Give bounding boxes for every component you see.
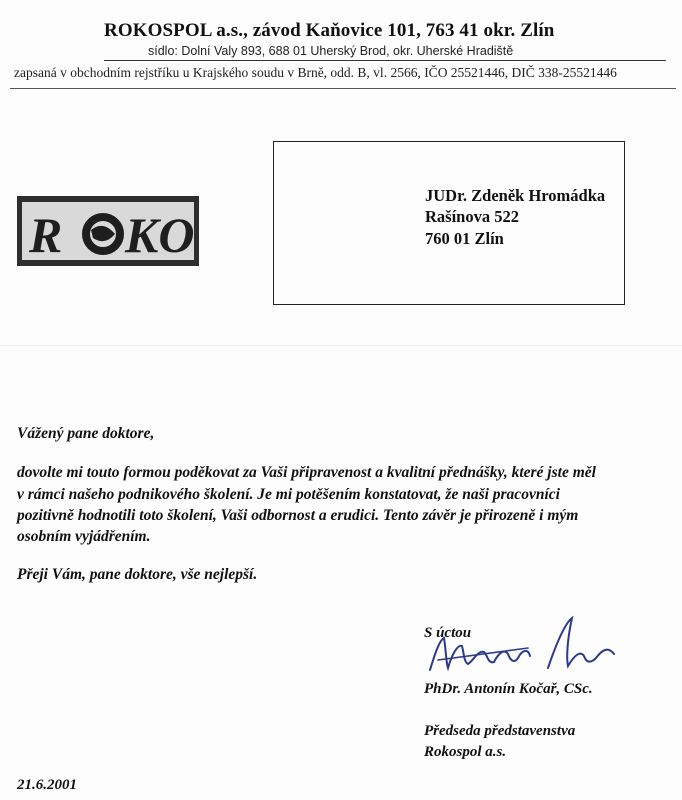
- body-line: pozitivně hodnotili toto školení, Vaši odbornost a erudici. Tento závěr je přirozeně i mým: [17, 507, 579, 524]
- company-header: ROKOSPOL a.s., závod Kaňovice 101, 763 41 okr. Zlín: [104, 20, 555, 41]
- roko-logo-mark: [17, 196, 199, 266]
- company-seat: sídlo: Dolní Valy 893, 688 01 Uherský Brod, okr. Uherské Hradiště: [148, 44, 514, 58]
- signatory-name: PhDr. Antonín Kočař, CSc.: [424, 681, 593, 697]
- signatory-title: Předseda představenstva: [424, 723, 576, 739]
- logo-swirl: [91, 226, 115, 241]
- body-line: osobním vyjádřením.: [17, 528, 151, 545]
- handwritten-signature: [418, 610, 638, 680]
- body-line: dovolte mi touto formou poděkovat za Vaši připravenost a kvalitní přednášky, které jste měl: [17, 464, 596, 481]
- body-line: v rámci našeho podnikového školení. Je mi potěšením konstatovat, že naši pracovníci: [17, 486, 560, 503]
- salutation: Vážený pane doktore,: [17, 425, 155, 442]
- recipient-city: 760 01 Zlín: [425, 229, 504, 248]
- header-divider: [104, 60, 666, 61]
- closing-wish: Přeji Vám, pane doktore, vše nejlepší.: [17, 566, 258, 583]
- recipient-name: JUDr. Zdeněk Hromádka: [425, 186, 606, 205]
- company-register: zapsaná v obchodním rejstříku u Krajského soudu v Brně, odd. B, vl. 2566, IČO 25521446, DIČ 338-25521446: [14, 65, 617, 80]
- logo-letter-r: R: [29, 207, 63, 263]
- closing-salutation: S úctou: [424, 625, 472, 641]
- letter-date: 21.6.2001: [17, 777, 77, 793]
- recipient-street: Rašínova 522: [425, 207, 519, 226]
- roko-logo: [17, 196, 199, 266]
- logo-letters-ko: KO: [125, 207, 195, 263]
- paper-fold: [0, 345, 682, 346]
- header-bottom-divider: [10, 88, 676, 89]
- signatory-company: Rokospol a.s.: [424, 744, 507, 760]
